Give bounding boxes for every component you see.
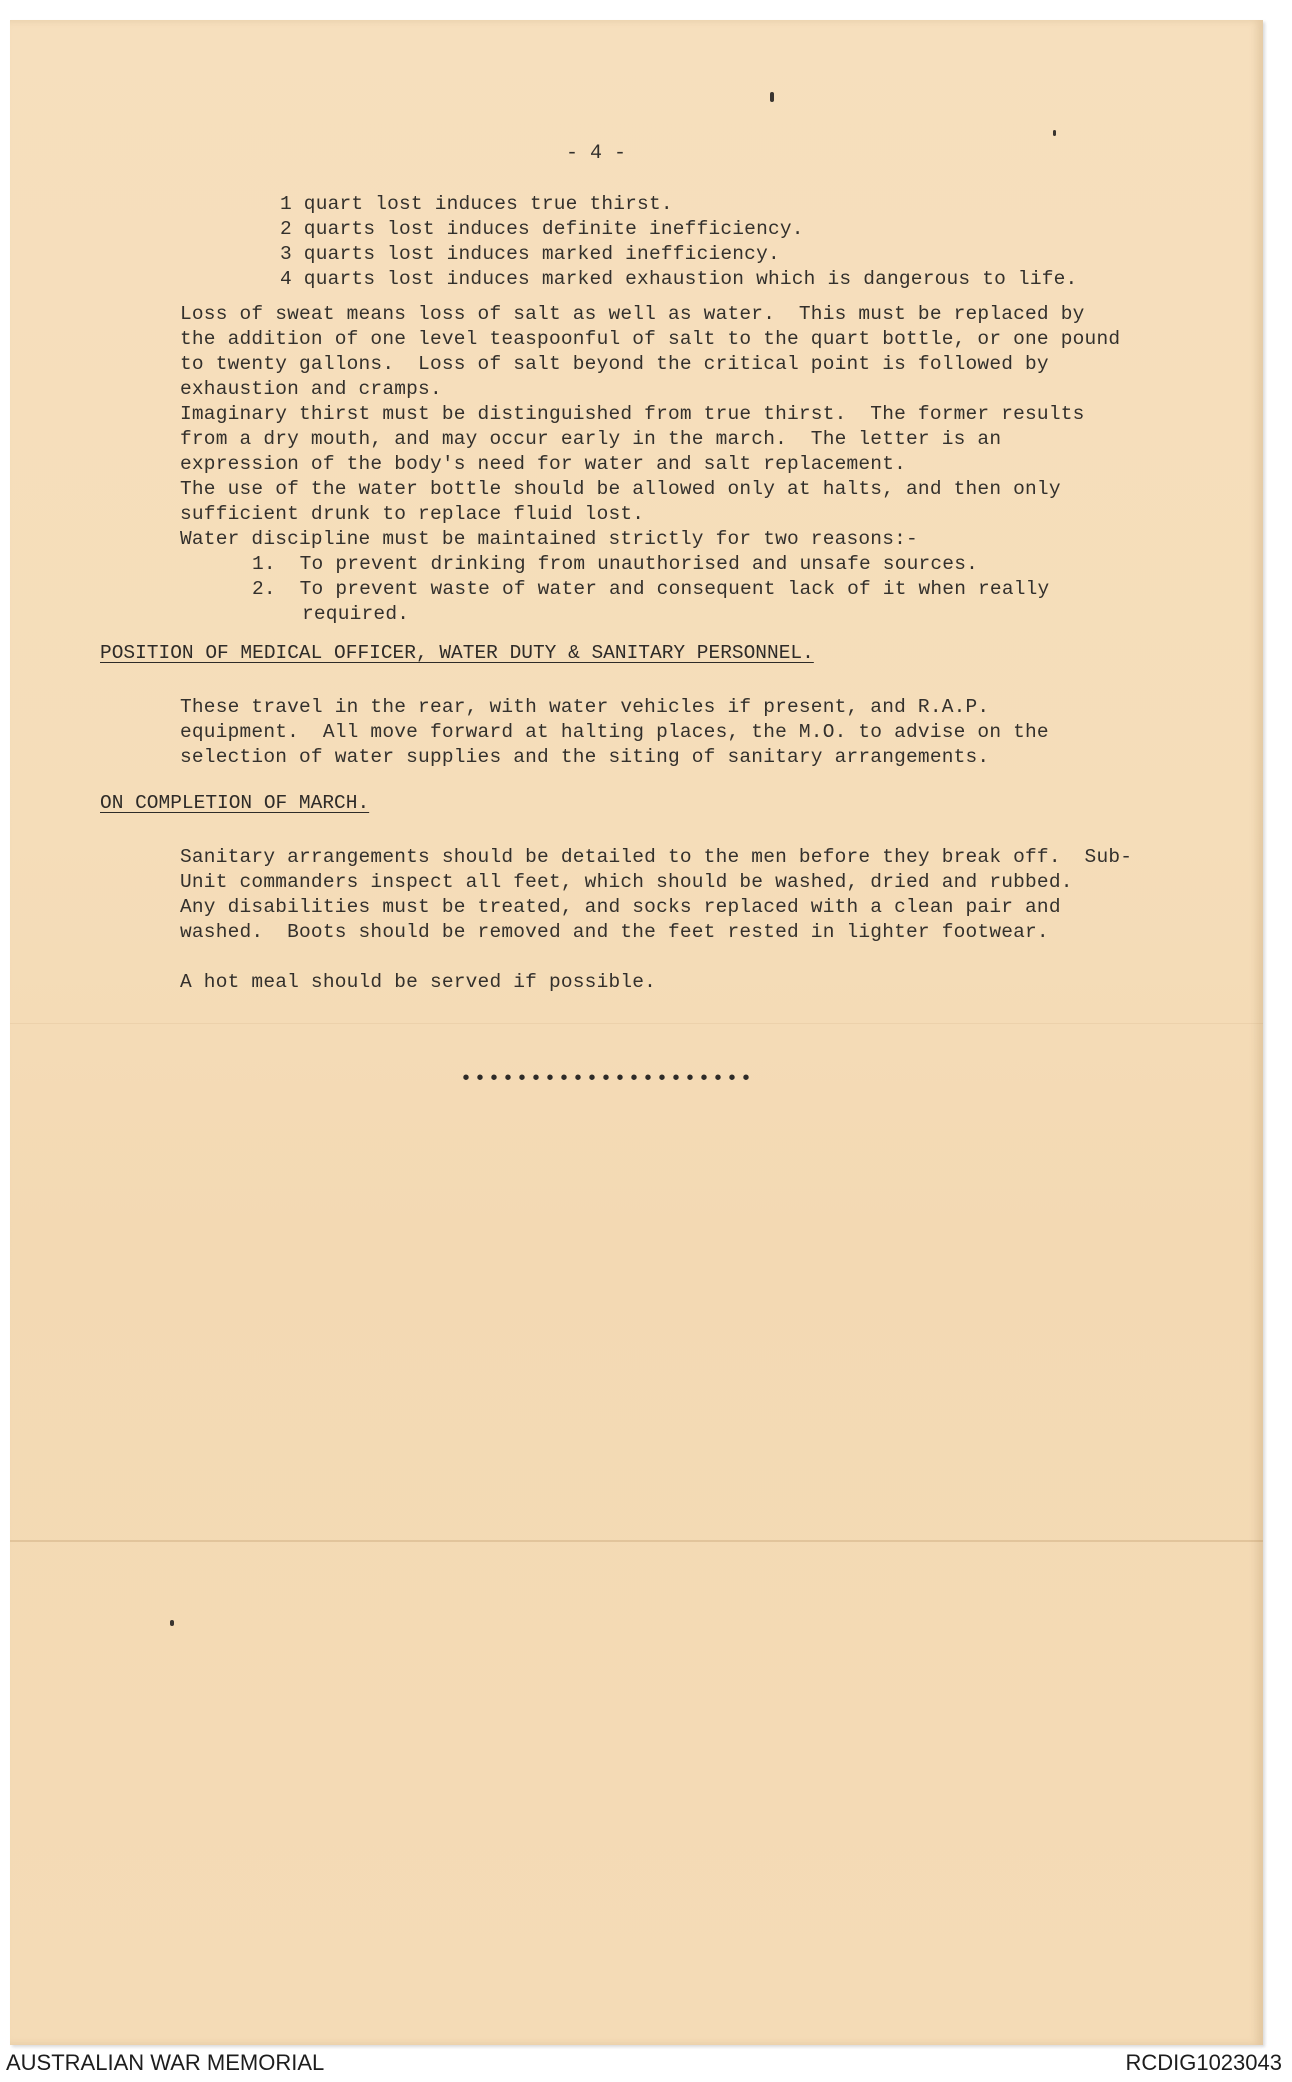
- text-line: The use of the water bottle should be allowed only at halts, and then only: [180, 478, 1061, 500]
- reason-continuation: required.: [302, 603, 410, 625]
- ink-speck: [170, 1620, 174, 1626]
- text-line: exhaustion and cramps.: [180, 378, 442, 400]
- medical-paragraph: [180, 695, 1049, 770]
- list-item: 3 quarts lost induces marked inefficiency.: [280, 243, 780, 265]
- text-line: expression of the body's need for water and salt replacement.: [180, 453, 907, 475]
- reason-item: 1. To prevent drinking from unauthorised and unsafe sources.: [252, 553, 979, 575]
- text-line: selection of water supplies and the siting of sanitary arrangements.: [180, 746, 990, 768]
- footer-id: RCDIG1023043: [1125, 2050, 1282, 2075]
- text-line: A hot meal should be served if possible.: [180, 971, 657, 993]
- list-item: 4 quarts lost induces marked exhaustion which is dangerous to life.: [280, 268, 1078, 290]
- text-line: sufficient drunk to replace fluid lost.: [180, 503, 645, 525]
- end-dots: •••••••••••••••••••••: [460, 1068, 755, 1091]
- list-item: 2 quarts lost induces definite inefficiency.: [280, 218, 804, 240]
- ink-speck: [770, 92, 774, 102]
- text-line: Imaginary thirst must be distinguished from true thirst. The former results: [180, 403, 1085, 425]
- quart-list: [280, 192, 1077, 292]
- heading-completion: ON COMPLETION OF MARCH.: [100, 792, 370, 814]
- text-line: Unit commanders inspect all feet, which should be washed, dried and rubbed.: [180, 871, 1073, 893]
- ink-speck: [1053, 130, 1056, 136]
- text-line: the addition of one level teaspoonful of salt to the quart bottle, or one pound: [180, 328, 1121, 350]
- fold-line: [10, 1540, 1263, 1542]
- fold-line: [10, 1023, 1263, 1024]
- text-line: from a dry mouth, and may occur early in the march. The letter is an: [180, 428, 1002, 450]
- text-line: Loss of sweat means loss of salt as well as water. This must be replaced by: [180, 303, 1085, 325]
- salt-paragraph: [180, 302, 1120, 627]
- reason-item: 2. To prevent waste of water and consequent lack of it when really: [252, 578, 1050, 600]
- text-line: These travel in the rear, with water vehicles if present, and R.A.P.: [180, 696, 990, 718]
- footer-source: AUSTRALIAN WAR MEMORIAL: [6, 2050, 325, 2075]
- meal-paragraph: [180, 970, 656, 995]
- text-line: Any disabilities must be treated, and socks replaced with a clean pair and: [180, 896, 1061, 918]
- document-page: [10, 20, 1263, 2045]
- text-line: Sanitary arrangements should be detailed to the men before they break off. Sub-: [180, 846, 1133, 868]
- list-item: 1 quart lost induces true thirst.: [280, 193, 673, 215]
- text-line: Water discipline must be maintained strictly for two reasons:-: [180, 528, 918, 550]
- completion-paragraph: [180, 845, 1132, 945]
- text-line: washed. Boots should be removed and the feet rested in lighter footwear.: [180, 921, 1049, 943]
- heading-medical-officer: POSITION OF MEDICAL OFFICER, WATER DUTY & SANITARY PERSONNEL.: [100, 642, 814, 664]
- text-line: equipment. All move forward at halting places, the M.O. to advise on the: [180, 721, 1049, 743]
- text-line: to twenty gallons. Loss of salt beyond the critical point is followed by: [180, 353, 1049, 375]
- page-number: - 4 -: [566, 142, 627, 165]
